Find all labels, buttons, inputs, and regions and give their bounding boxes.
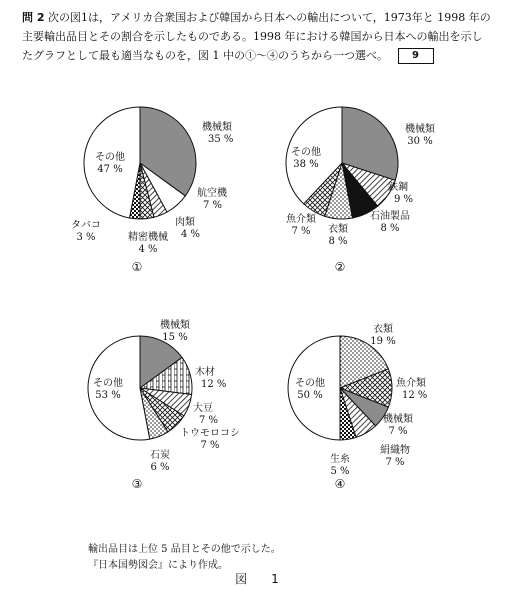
slice-percent: 12 % (402, 390, 428, 401)
slice-label: 機械類 (405, 124, 435, 135)
slice-label: 石油製品 (370, 211, 410, 222)
slice-label: 生糸 (330, 454, 350, 465)
slice-label: その他 (291, 147, 321, 158)
slice-percent: 30 % (407, 136, 433, 147)
slice-label: 機械類 (202, 122, 232, 133)
slice-percent: 7 % (200, 440, 220, 451)
slice-label: 魚介類 (286, 214, 316, 225)
slice-percent: 7 % (199, 415, 219, 426)
slice-percent: 8 % (328, 236, 348, 247)
pie-chart-1 (71, 107, 233, 274)
slice-label: 鉄鋼 (388, 182, 408, 193)
question-text: 次の図1は，アメリカ合衆国および韓国から日本への輸出について，1973年と 1998 年の主要輸出品目とその割合を示したものである。1998 年における韓国から日本への輸出を示したグラフとして最も適当なものを，図 1 中の①～④のうちから一つ選べ。 (22, 11, 491, 62)
slice-percent: 6 % (150, 462, 170, 473)
slice-percent: 53 % (95, 390, 121, 401)
slice-label: 衣類 (373, 324, 393, 335)
slice-percent: 47 % (97, 164, 123, 175)
slice-percent: 12 % (201, 379, 227, 390)
slice-label: 航空機 (197, 188, 227, 199)
slice-label: 衣類 (328, 224, 348, 235)
slice-percent: 9 % (394, 194, 414, 205)
note-line-1: 輸出品目は上位 5 品目とその他で示した。 (88, 544, 281, 555)
slice-percent: 8 % (380, 223, 400, 234)
slice-label: 肉類 (175, 217, 195, 228)
slice-percent: 38 % (293, 159, 319, 170)
slice-label: その他 (95, 152, 125, 163)
slice-label: 石炭 (150, 450, 170, 461)
pie-chart-4 (288, 322, 427, 491)
slice-label: 木材 (195, 367, 215, 378)
slice-label: その他 (93, 378, 123, 389)
slice-percent: 50 % (297, 390, 323, 401)
slice-label: 機械類 (160, 320, 190, 331)
note-line-2: 『日本国勢図会』により作成。 (88, 560, 228, 571)
chart-option-number[interactable]: ② (334, 260, 346, 274)
slice-label: タバコ (71, 220, 101, 231)
slice-percent: 4 % (138, 244, 158, 255)
slice-percent: 7 % (203, 200, 223, 211)
question-label: 問 2 (22, 11, 45, 24)
slice-percent: 15 % (162, 332, 188, 343)
figure-caption: 図 1 (235, 572, 285, 586)
slice-percent: 7 % (291, 226, 311, 237)
answer-number-box[interactable]: 9 (398, 48, 434, 64)
slice-percent: 35 % (208, 134, 234, 145)
slice-percent: 7 % (388, 426, 408, 437)
slice-label: トウモロコシ (180, 428, 240, 439)
slice-percent: 5 % (330, 466, 350, 477)
slice-percent: 19 % (370, 336, 396, 347)
chart-option-number[interactable]: ③ (131, 477, 143, 491)
slice-label: その他 (295, 378, 325, 389)
chart-option-number[interactable]: ④ (334, 477, 346, 491)
pie-chart-3 (88, 318, 240, 491)
slice-percent: 7 % (385, 457, 405, 468)
slice-percent: 3 % (76, 232, 96, 243)
slice-label: 絹織物 (380, 445, 410, 456)
pie-chart-2 (286, 107, 435, 274)
slice-label: 機械類 (383, 414, 413, 425)
slice-label: 魚介類 (396, 378, 426, 389)
slice-percent: 4 % (181, 229, 201, 240)
slice-label: 大豆 (193, 403, 213, 414)
slice-label: 精密機械 (128, 232, 168, 243)
chart-option-number[interactable]: ① (131, 260, 143, 274)
